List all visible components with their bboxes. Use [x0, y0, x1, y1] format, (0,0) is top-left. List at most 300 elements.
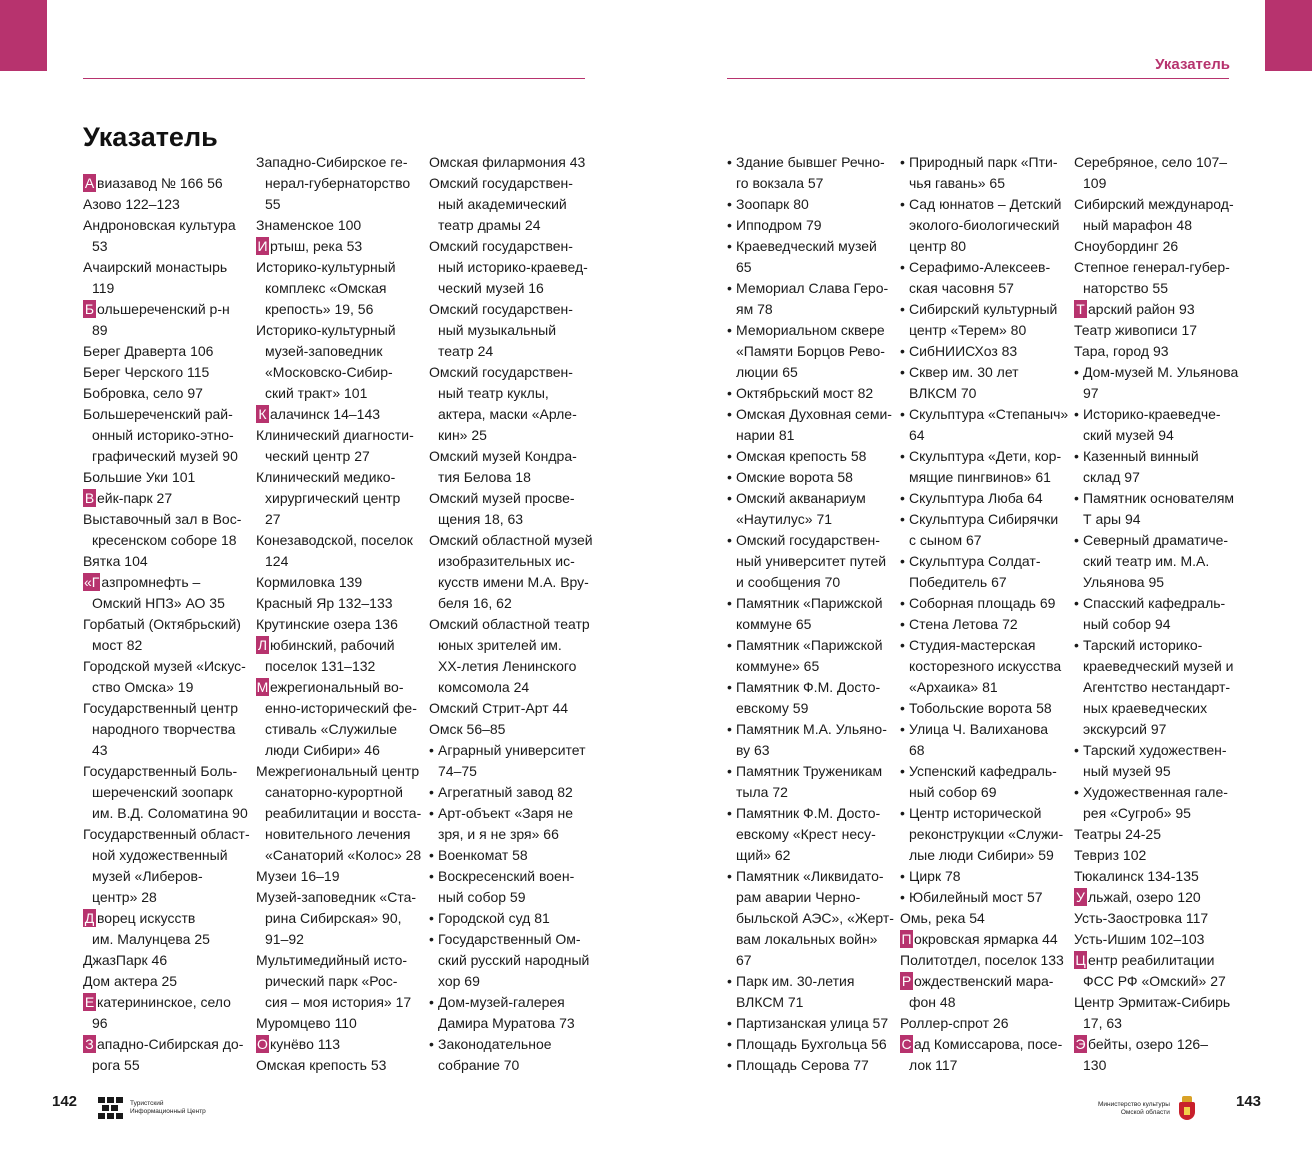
index-subentry [900, 509, 1072, 551]
index-entry-line [429, 635, 601, 656]
index-subentry [900, 803, 1072, 866]
index-entry-text: Омь, река 54 [900, 910, 985, 926]
index-entry-line [1074, 635, 1246, 656]
index-entry-text: крепость» 19, 56 [265, 301, 374, 317]
index-letter-marker: Л [257, 637, 268, 653]
index-subentry [429, 908, 601, 929]
index-entry-text: Большие Уки 101 [83, 469, 196, 485]
index-column-6 [1074, 152, 1246, 1076]
index-entry-text: ческий музей 16 [438, 280, 544, 296]
index-entry-text: енно-исторический фе- [265, 700, 417, 716]
index-entry-line [1074, 1034, 1246, 1055]
index-entry-text: центр 80 [909, 238, 967, 254]
index-entry-text: Ачаирский монастырь [83, 259, 228, 275]
index-entry-text: Дом-музей М. Ульянова [1083, 364, 1239, 380]
index-entry-text: 119 [92, 280, 115, 296]
index-entry [900, 929, 1072, 950]
index-entry-text: Агрегатный завод 82 [438, 784, 573, 800]
index-entry-line [727, 152, 899, 173]
index-entry-text: Серебряное, село 107– [1074, 154, 1228, 170]
index-entry-line [900, 761, 1072, 782]
index-column-1 [83, 173, 255, 1076]
index-entry-text: Скульптура Солдат- [909, 553, 1041, 569]
index-entry-text: ад Комиссарова, посе- [914, 1036, 1063, 1052]
index-entry [256, 635, 428, 677]
index-entry-text: Памятник основателям [1083, 490, 1235, 506]
index-entry-line [727, 467, 899, 488]
index-entry [1074, 992, 1246, 1034]
index-subentry [727, 1013, 899, 1034]
index-entry-text: тия Белова 18 [438, 469, 531, 485]
index-entry-text: Художественная гале- [1083, 784, 1228, 800]
index-entry-text: шереченский зоопарк [92, 784, 233, 800]
index-entry-line [900, 698, 1072, 719]
index-entry-text: Государственный Ом- [438, 931, 581, 947]
index-subentry [727, 215, 899, 236]
index-entry [83, 509, 255, 551]
index-entry-text: театр 24 [438, 343, 494, 359]
index-entry-text: музей «Либеров- [92, 868, 203, 884]
index-subentry [900, 635, 1072, 698]
index-entry-line [429, 887, 601, 908]
index-entry-line [900, 908, 1072, 929]
index-entry-line [429, 908, 601, 929]
index-subentry [727, 1034, 899, 1055]
index-entry-text: ВЛКСМ 71 [736, 994, 804, 1010]
index-entry-line [900, 173, 1072, 194]
index-entry-text: Сибирский культурный [909, 301, 1058, 317]
index-entry-text: ртыш, река 53 [270, 238, 363, 254]
index-entry-text: го вокзала 57 [736, 175, 824, 191]
ministry-logo [1098, 1094, 1198, 1124]
index-entry-line [900, 845, 1072, 866]
index-entry-line [1074, 257, 1246, 278]
index-entry-line [1074, 803, 1246, 824]
index-entry-line [900, 572, 1072, 593]
index-entry-text: с сыном 67 [909, 532, 982, 548]
index-entry-text: 17, 63 [1083, 1015, 1122, 1031]
index-entry-text: центр» 28 [92, 889, 157, 905]
index-entry-line [900, 446, 1072, 467]
index-entry-text: Западно-Сибирское ге- [256, 154, 408, 170]
index-entry-line [83, 971, 255, 992]
index-subentry [900, 152, 1072, 194]
index-entry-line [83, 341, 255, 362]
index-entry-line [727, 1034, 899, 1055]
index-entry-text: ольшереченский р-н [97, 301, 230, 317]
index-entry-text: Тобольские ворота 58 [909, 700, 1052, 716]
index-entry-line [1074, 425, 1246, 446]
index-entry-line [1074, 152, 1246, 173]
index-entry-line [429, 1013, 601, 1034]
index-entry-line [900, 1013, 1072, 1034]
index-entry-line [727, 593, 899, 614]
index-entry [429, 152, 601, 173]
index-subentry [429, 782, 601, 803]
index-entry-line [256, 383, 428, 404]
index-entry [83, 761, 255, 824]
index-entry-text: Андроновская культура [83, 217, 236, 233]
index-entry-text: Красный Яр 132–133 [256, 595, 393, 611]
index-entry-line [900, 467, 1072, 488]
index-letter-marker: Т [1074, 300, 1087, 318]
index-subentry [429, 740, 601, 782]
index-entry [256, 614, 428, 635]
index-entry [83, 215, 255, 257]
tic-logo-line1: Туристский [130, 1100, 164, 1107]
index-entry-text: Сквер им. 30 лет [909, 364, 1019, 380]
index-entry [83, 1034, 255, 1076]
index-entry-line [256, 1034, 428, 1055]
index-entry-text: Серафимо-Алексеев- [909, 259, 1051, 275]
index-entry-text: ный музыкальный [438, 322, 557, 338]
index-entry-line [256, 866, 428, 887]
index-entry-line [1074, 719, 1246, 740]
index-entry-line [83, 194, 255, 215]
index-entry-line [1074, 236, 1246, 257]
index-entry-text: коммуне» 65 [736, 658, 820, 674]
index-entry-text: кин» 25 [438, 427, 487, 443]
index-entry-text: Государственный Боль- [83, 763, 238, 779]
index-entry-text: ву 63 [736, 742, 770, 758]
index-entry-line [900, 929, 1072, 950]
index-entry-line [429, 929, 601, 950]
index-column-4 [727, 152, 899, 1076]
index-entry-line [256, 677, 428, 698]
index-entry-line [83, 257, 255, 278]
index-entry-text: Цирк 78 [909, 868, 961, 884]
index-subentry [900, 614, 1072, 635]
index-entry [256, 1055, 428, 1076]
index-subentry [900, 551, 1072, 593]
index-entry [256, 404, 428, 425]
index-entry-line [256, 362, 428, 383]
index-entry-text: Вятка 104 [83, 553, 148, 569]
index-entry [1074, 845, 1246, 866]
index-entry [83, 824, 255, 908]
index-entry-line [83, 320, 255, 341]
index-entry-text: и сообщения 70 [736, 574, 841, 590]
index-entry-text: Аграрный университет [438, 742, 586, 758]
index-entry-text: комсомола 24 [438, 679, 530, 695]
index-entry [1074, 866, 1246, 887]
index-entry-line [83, 803, 255, 824]
index-entry-text: центр «Терем» 80 [909, 322, 1027, 338]
index-entry-text: ФСС РФ «Омский» 27 [1083, 973, 1226, 989]
index-entry-line [256, 740, 428, 761]
index-entry-text: 53 [92, 238, 108, 254]
index-entry-line [429, 383, 601, 404]
index-entry-line [256, 992, 428, 1013]
index-entry-line [900, 257, 1072, 278]
index-entry-line [900, 824, 1072, 845]
index-entry-text: алачинск 14–143 [270, 406, 381, 422]
index-entry [1074, 299, 1246, 320]
index-entry-text: Омск 56–85 [429, 721, 506, 737]
index-entry-line [727, 236, 899, 257]
index-entry-text: Историко-краеведче- [1083, 406, 1221, 422]
index-subentry [727, 593, 899, 635]
index-entry-line [900, 362, 1072, 383]
index-entry-text: нарии 81 [736, 427, 795, 443]
index-entry-line [256, 824, 428, 845]
index-entry-text: Тара, город 93 [1074, 343, 1169, 359]
index-entry-line [1074, 299, 1246, 320]
index-entry-text: санаторно-курортной [265, 784, 403, 800]
index-entry-line [1074, 173, 1246, 194]
index-entry-text: окровская ярмарка 44 [914, 931, 1058, 947]
index-entry-text: Омские ворота 58 [736, 469, 853, 485]
index-entry-text: Омский государствен- [429, 364, 573, 380]
index-entry [429, 173, 601, 236]
index-subentry [900, 299, 1072, 341]
index-entry-line [256, 593, 428, 614]
index-entry-text: виазавод № 166 56 [97, 175, 223, 191]
index-entry-text: 124 [265, 553, 289, 569]
index-entry-line [256, 698, 428, 719]
index-entry-text: ных краеведческих [1083, 700, 1208, 716]
index-entry-text: Знаменское 100 [256, 217, 362, 233]
index-entry-text: чья гавань» 65 [909, 175, 1005, 191]
index-entry-line [727, 509, 899, 530]
index-entry-text: Кормиловка 139 [256, 574, 363, 590]
index-entry-text: комплекс «Омская [265, 280, 387, 296]
index-entry-text: актера, маски «Арле- [438, 406, 577, 422]
index-subentry [727, 488, 899, 530]
index-entry-text: юбинский, рабочий [270, 637, 395, 653]
index-letter-marker: А [84, 175, 95, 191]
index-entry-text: «Наутилус» 71 [736, 511, 833, 527]
index-entry [900, 1034, 1072, 1076]
tic-logo-line2: Информационный Центр [130, 1108, 206, 1115]
index-entry-text: ный марафон 48 [1083, 217, 1192, 233]
index-entry-line [1074, 614, 1246, 635]
index-entry-text: ной художественный [92, 847, 228, 863]
index-entry [429, 614, 601, 698]
page-title: Указатель [83, 122, 218, 152]
index-entry-line [256, 845, 428, 866]
right-page-tab [1265, 0, 1312, 71]
index-entry-line [727, 446, 899, 467]
index-subentry [727, 803, 899, 866]
index-entry-text: лые люди Сибири» 59 [909, 847, 1054, 863]
index-letter-marker: И [257, 238, 268, 254]
index-entry-text: беля 16, 62 [438, 595, 512, 611]
index-subentry [727, 719, 899, 761]
index-entry-line [727, 614, 899, 635]
index-entry-text: бейты, озеро 126– [1088, 1036, 1209, 1052]
index-subentry [900, 866, 1072, 887]
index-entry [83, 362, 255, 383]
index-entry-text: Скульптура Люба 64 [909, 490, 1043, 506]
index-letter-marker: Б [84, 301, 95, 317]
index-entry-text: склад 97 [1083, 469, 1140, 485]
ministry-logo-line1: Министерство культуры [1098, 1101, 1170, 1108]
index-entry-line [429, 971, 601, 992]
index-entry-line [83, 509, 255, 530]
index-subentry [727, 152, 899, 194]
index-entry-text: Омский музей просве- [429, 490, 575, 506]
index-entry-text: рея «Сугроб» 95 [1083, 805, 1191, 821]
index-subentry [429, 1034, 601, 1076]
index-entry [83, 656, 255, 698]
index-entry-line [429, 551, 601, 572]
index-entry-line [256, 320, 428, 341]
index-entry-text: Берег Драверта 106 [83, 343, 214, 359]
index-entry [429, 362, 601, 446]
index-entry [83, 299, 255, 341]
index-entry-text: Тевриз 102 [1074, 847, 1147, 863]
index-entry-line [727, 551, 899, 572]
index-entry-text: Дом-музей-галерея [438, 994, 565, 1010]
index-entry-line [1074, 593, 1246, 614]
index-entry [256, 866, 428, 887]
index-entry-line [1074, 446, 1246, 467]
index-entry-text: изобразительных ис- [438, 553, 575, 569]
index-entry-text: ный музей 95 [1083, 763, 1171, 779]
index-entry-line [1074, 992, 1246, 1013]
index-entry-text: коммуне 65 [736, 616, 812, 632]
index-entry-line [256, 278, 428, 299]
index-entry-line [83, 593, 255, 614]
index-entry-line [900, 887, 1072, 908]
index-entry-line [1074, 866, 1246, 887]
index-entry [256, 677, 428, 761]
index-entry-line [83, 887, 255, 908]
index-entry-line [429, 446, 601, 467]
index-entry-line [83, 425, 255, 446]
index-entry-text: ская часовня 57 [909, 280, 1014, 296]
index-subentry [900, 719, 1072, 761]
index-entry-line [900, 551, 1072, 572]
index-entry [83, 614, 255, 656]
index-entry-line [900, 236, 1072, 257]
index-entry-text: ВЛКСМ 70 [909, 385, 977, 401]
index-entry-line [727, 299, 899, 320]
index-entry-text: ежрегиональный во- [270, 679, 404, 695]
index-entry-text: Крутинские озера 136 [256, 616, 398, 632]
index-entry-line [900, 782, 1072, 803]
index-letter-marker: В [84, 490, 95, 506]
index-entry-line [256, 257, 428, 278]
index-entry-line [256, 572, 428, 593]
index-entry-text: Большереченский рай- [83, 406, 233, 422]
index-entry-text: евскому 59 [736, 700, 809, 716]
index-subentry [727, 236, 899, 278]
index-entry-text: эколого-биологический [909, 217, 1060, 233]
index-entry-line [429, 698, 601, 719]
index-entry [256, 236, 428, 257]
index-subentry [900, 341, 1072, 362]
index-entry-line [429, 152, 601, 173]
index-entry-text: СибНИИСХоз 83 [909, 343, 1018, 359]
page-number-left: 142 [52, 1093, 78, 1110]
index-entry-text: 67 [736, 952, 752, 968]
index-entry-line [900, 593, 1072, 614]
index-entry-text: Законодательное [438, 1036, 552, 1052]
index-entry-line [429, 1055, 601, 1076]
index-entry-line [256, 194, 428, 215]
index-entry-line [727, 782, 899, 803]
index-entry-text: ный академический [438, 196, 567, 212]
index-entry-line [900, 1055, 1072, 1076]
index-entry-text: Партизанская улица 57 [736, 1015, 889, 1031]
index-entry-text: Сад юннатов – Детский [909, 196, 1062, 212]
index-entry-line [727, 572, 899, 593]
left-page-tab [0, 0, 47, 71]
index-entry [256, 257, 428, 320]
index-letter-marker: Д [84, 910, 95, 926]
index-entry [256, 887, 428, 950]
index-entry-text: Государственный област- [83, 826, 250, 842]
index-entry-text: Т ары 94 [1083, 511, 1141, 527]
index-entry-text: 64 [909, 427, 925, 443]
index-entry-line [727, 950, 899, 971]
index-entry-line [429, 656, 601, 677]
index-subentry [727, 194, 899, 215]
index-entry [1074, 257, 1246, 299]
index-entry-text: азпромнефть – [101, 574, 201, 590]
right-header-rule [727, 78, 1229, 79]
index-entry-line [727, 677, 899, 698]
index-letter-marker: Э [1075, 1036, 1086, 1052]
index-entry-text: быльской АЭС», «Жерт- [736, 910, 894, 926]
index-entry [83, 698, 255, 761]
index-entry-text: краеведческий музей и [1083, 658, 1234, 674]
index-letter-marker: М [256, 679, 269, 695]
index-entry-line [1074, 887, 1246, 908]
index-entry-line [727, 908, 899, 929]
index-entry-line [727, 740, 899, 761]
index-entry-line [429, 509, 601, 530]
index-entry-text: экскурсий 97 [1083, 721, 1167, 737]
index-entry-text: Театры 24-25 [1074, 826, 1161, 842]
index-entry-line [727, 635, 899, 656]
index-entry-line [429, 362, 601, 383]
index-entry-line [900, 950, 1072, 971]
index-entry-line [727, 1013, 899, 1034]
index-entry-text: им. Малунцева 25 [92, 931, 210, 947]
index-entry-line [429, 677, 601, 698]
index-entry-text: Тарский художествен- [1083, 742, 1227, 758]
index-entry-line [900, 971, 1072, 992]
index-entry [256, 467, 428, 530]
index-letter-marker: Ц [1075, 952, 1086, 968]
index-entry [1074, 887, 1246, 908]
tic-logo [98, 1096, 206, 1120]
index-entry-line [429, 341, 601, 362]
index-entry-line [83, 173, 255, 194]
index-entry-line [83, 824, 255, 845]
index-letter-marker: «Г [84, 574, 100, 590]
index-entry [256, 761, 428, 866]
index-entry-line [1074, 971, 1246, 992]
index-entry-line [727, 362, 899, 383]
index-entry [256, 572, 428, 593]
index-entry-text: Арт-объект «Заря не [438, 805, 573, 821]
index-entry-line [727, 383, 899, 404]
index-entry-line [1074, 950, 1246, 971]
index-entry [1074, 929, 1246, 950]
index-entry-text: «Санаторий «Колос» 28 [265, 847, 422, 863]
index-entry-line [256, 152, 428, 173]
index-entry-text: Победитель 67 [909, 574, 1007, 590]
index-subentry [727, 1055, 899, 1076]
index-entry [256, 593, 428, 614]
index-entry-text: ентр реабилитации [1088, 952, 1215, 968]
index-entry-line [1074, 740, 1246, 761]
index-entry-line [256, 173, 428, 194]
